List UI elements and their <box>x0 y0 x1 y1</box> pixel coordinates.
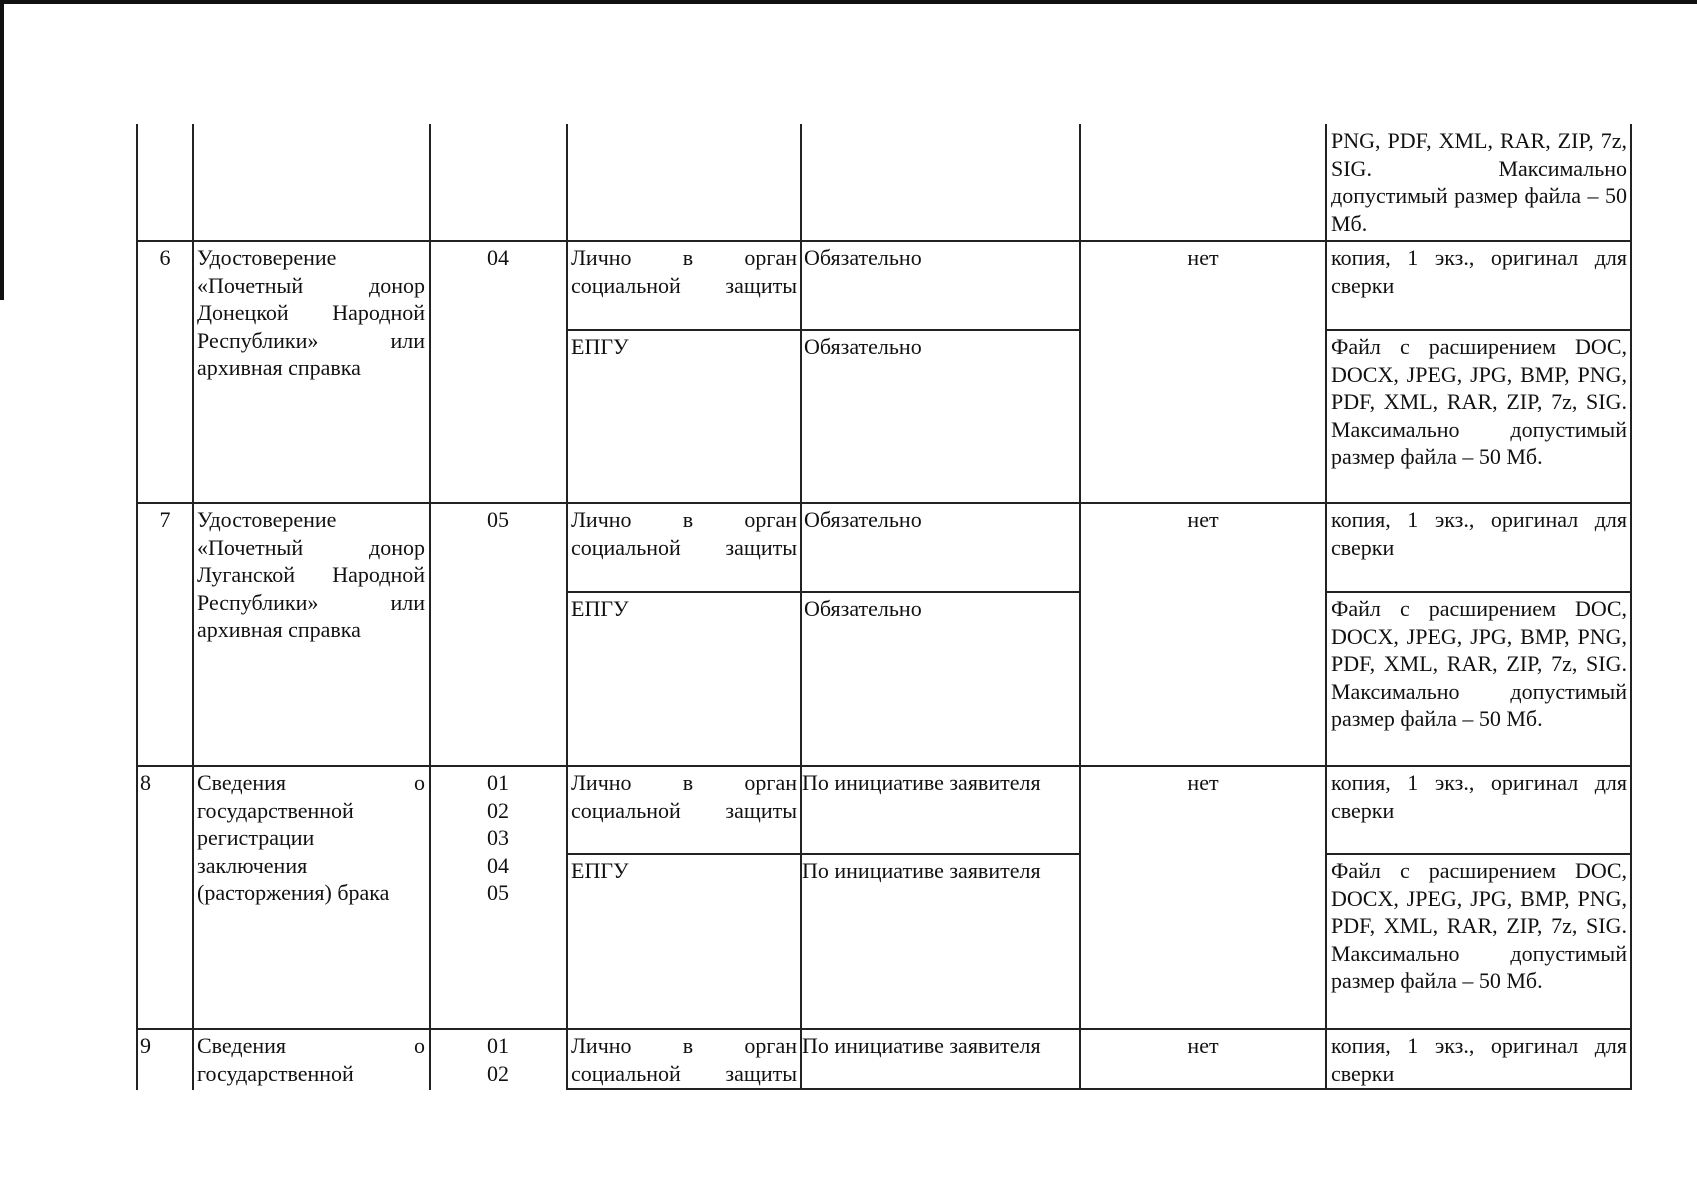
category-code: 02 <box>487 797 509 823</box>
document-name: Сведения о государственной регистрации заключения (расторжения) брака <box>197 770 425 905</box>
document-form: Файл с расширением DOC, DOCX, JPEG, JPG, BMP, PNG, PDF, XML, RAR, ZIP, 7z, SIG. Максимально допустимый размер файла – 50 Мб. <box>1331 596 1627 731</box>
submission-channel: ЕПГУ <box>571 334 629 359</box>
interdept-request: нет <box>1187 1033 1219 1058</box>
category-code: 04 <box>487 245 509 270</box>
row-separator <box>136 1028 1632 1030</box>
col-divider-requirement <box>800 124 802 1090</box>
submission-channel: Лично в орган социальной защиты <box>571 1033 797 1086</box>
row-number: 9 <box>140 1033 151 1058</box>
interdept-request: нет <box>1187 245 1219 270</box>
submission-channel: ЕПГУ <box>571 596 629 621</box>
requirement: Обязательно <box>804 596 922 621</box>
table-border-right <box>1630 124 1632 1090</box>
method-separator <box>566 591 1081 593</box>
requirement: По инициативе заявителя <box>802 1033 1041 1058</box>
requirement: Обязательно <box>804 507 922 532</box>
requirement: По инициативе заявителя <box>802 858 1041 883</box>
row-separator <box>136 765 1632 767</box>
submission-channel: Лично в орган социальной защиты <box>571 245 797 298</box>
requirement: Обязательно <box>804 334 922 359</box>
category-code: 03 <box>487 825 509 850</box>
category-code: 01 <box>487 1033 509 1058</box>
document-form: Файл с расширением DOC, DOCX, JPEG, JPG, BMP, PNG, PDF, XML, RAR, ZIP, 7z, SIG. Максимально допустимый размер файла – 50 Мб. <box>1331 858 1627 993</box>
submission-channel: Лично в орган социальной защиты <box>571 770 797 823</box>
document-form: Файл с расширением DOC, DOCX, JPEG, JPG, BMP, PNG, PDF, XML, RAR, ZIP, 7z, SIG. Максимально допустимый размер файла – 50 Мб. <box>1331 334 1627 469</box>
method-separator <box>566 853 1081 855</box>
category-codes <box>433 1032 563 1087</box>
method-separator <box>566 329 1081 331</box>
col-divider-channel <box>566 124 568 1090</box>
document-form: копия, 1 экз., оригинал для сверки <box>1331 770 1627 823</box>
requirement: Обязательно <box>804 245 922 270</box>
col-divider-name <box>192 124 194 1090</box>
method-separator <box>1325 591 1632 593</box>
document-name: Удостоверение «Почетный донор Луганской Народной Республики» или архивная справка <box>197 507 425 642</box>
col-divider-interdept <box>1079 124 1081 1090</box>
col-divider-codes <box>429 124 431 1090</box>
row-separator <box>136 240 1632 242</box>
category-code: 05 <box>487 880 509 905</box>
interdept-request: нет <box>1187 507 1219 532</box>
document-name: Удостоверение «Почетный донор Донецкой Народной Республики» или архивная справка <box>197 245 425 380</box>
requirement: По инициативе заявителя <box>802 770 1041 795</box>
table-border-left <box>136 124 138 1090</box>
row-number: 8 <box>140 770 151 795</box>
col-divider-form <box>1325 124 1327 1090</box>
interdept-request: нет <box>1187 770 1219 795</box>
category-code: 01 <box>487 770 509 795</box>
row-separator <box>136 502 1632 504</box>
category-code: 05 <box>487 507 509 532</box>
submission-channel: Лично в орган социальной защиты <box>571 507 797 560</box>
document-form: копия, 1 экз., оригинал для сверки <box>1331 245 1627 298</box>
category-code: 02 <box>487 1060 509 1086</box>
method-separator <box>1325 853 1632 855</box>
category-code: 04 <box>487 852 509 878</box>
document-name: Сведения о государственной <box>197 1033 425 1086</box>
document-form: копия, 1 экз., оригинал для сверки <box>1331 507 1627 560</box>
row-number: 6 <box>159 245 171 270</box>
document-form: копия, 1 экз., оригинал для сверки <box>1331 1033 1627 1086</box>
row-number: 7 <box>159 507 171 532</box>
carryover-file-format: PNG, PDF, XML, RAR, ZIP, 7z, SIG. Максимально допустимый размер файла – 50 Мб. <box>1331 128 1627 236</box>
category-codes <box>433 769 563 907</box>
submission-channel: ЕПГУ <box>571 858 629 883</box>
table-bottom-edge <box>566 1088 1632 1090</box>
method-separator <box>1325 329 1632 331</box>
